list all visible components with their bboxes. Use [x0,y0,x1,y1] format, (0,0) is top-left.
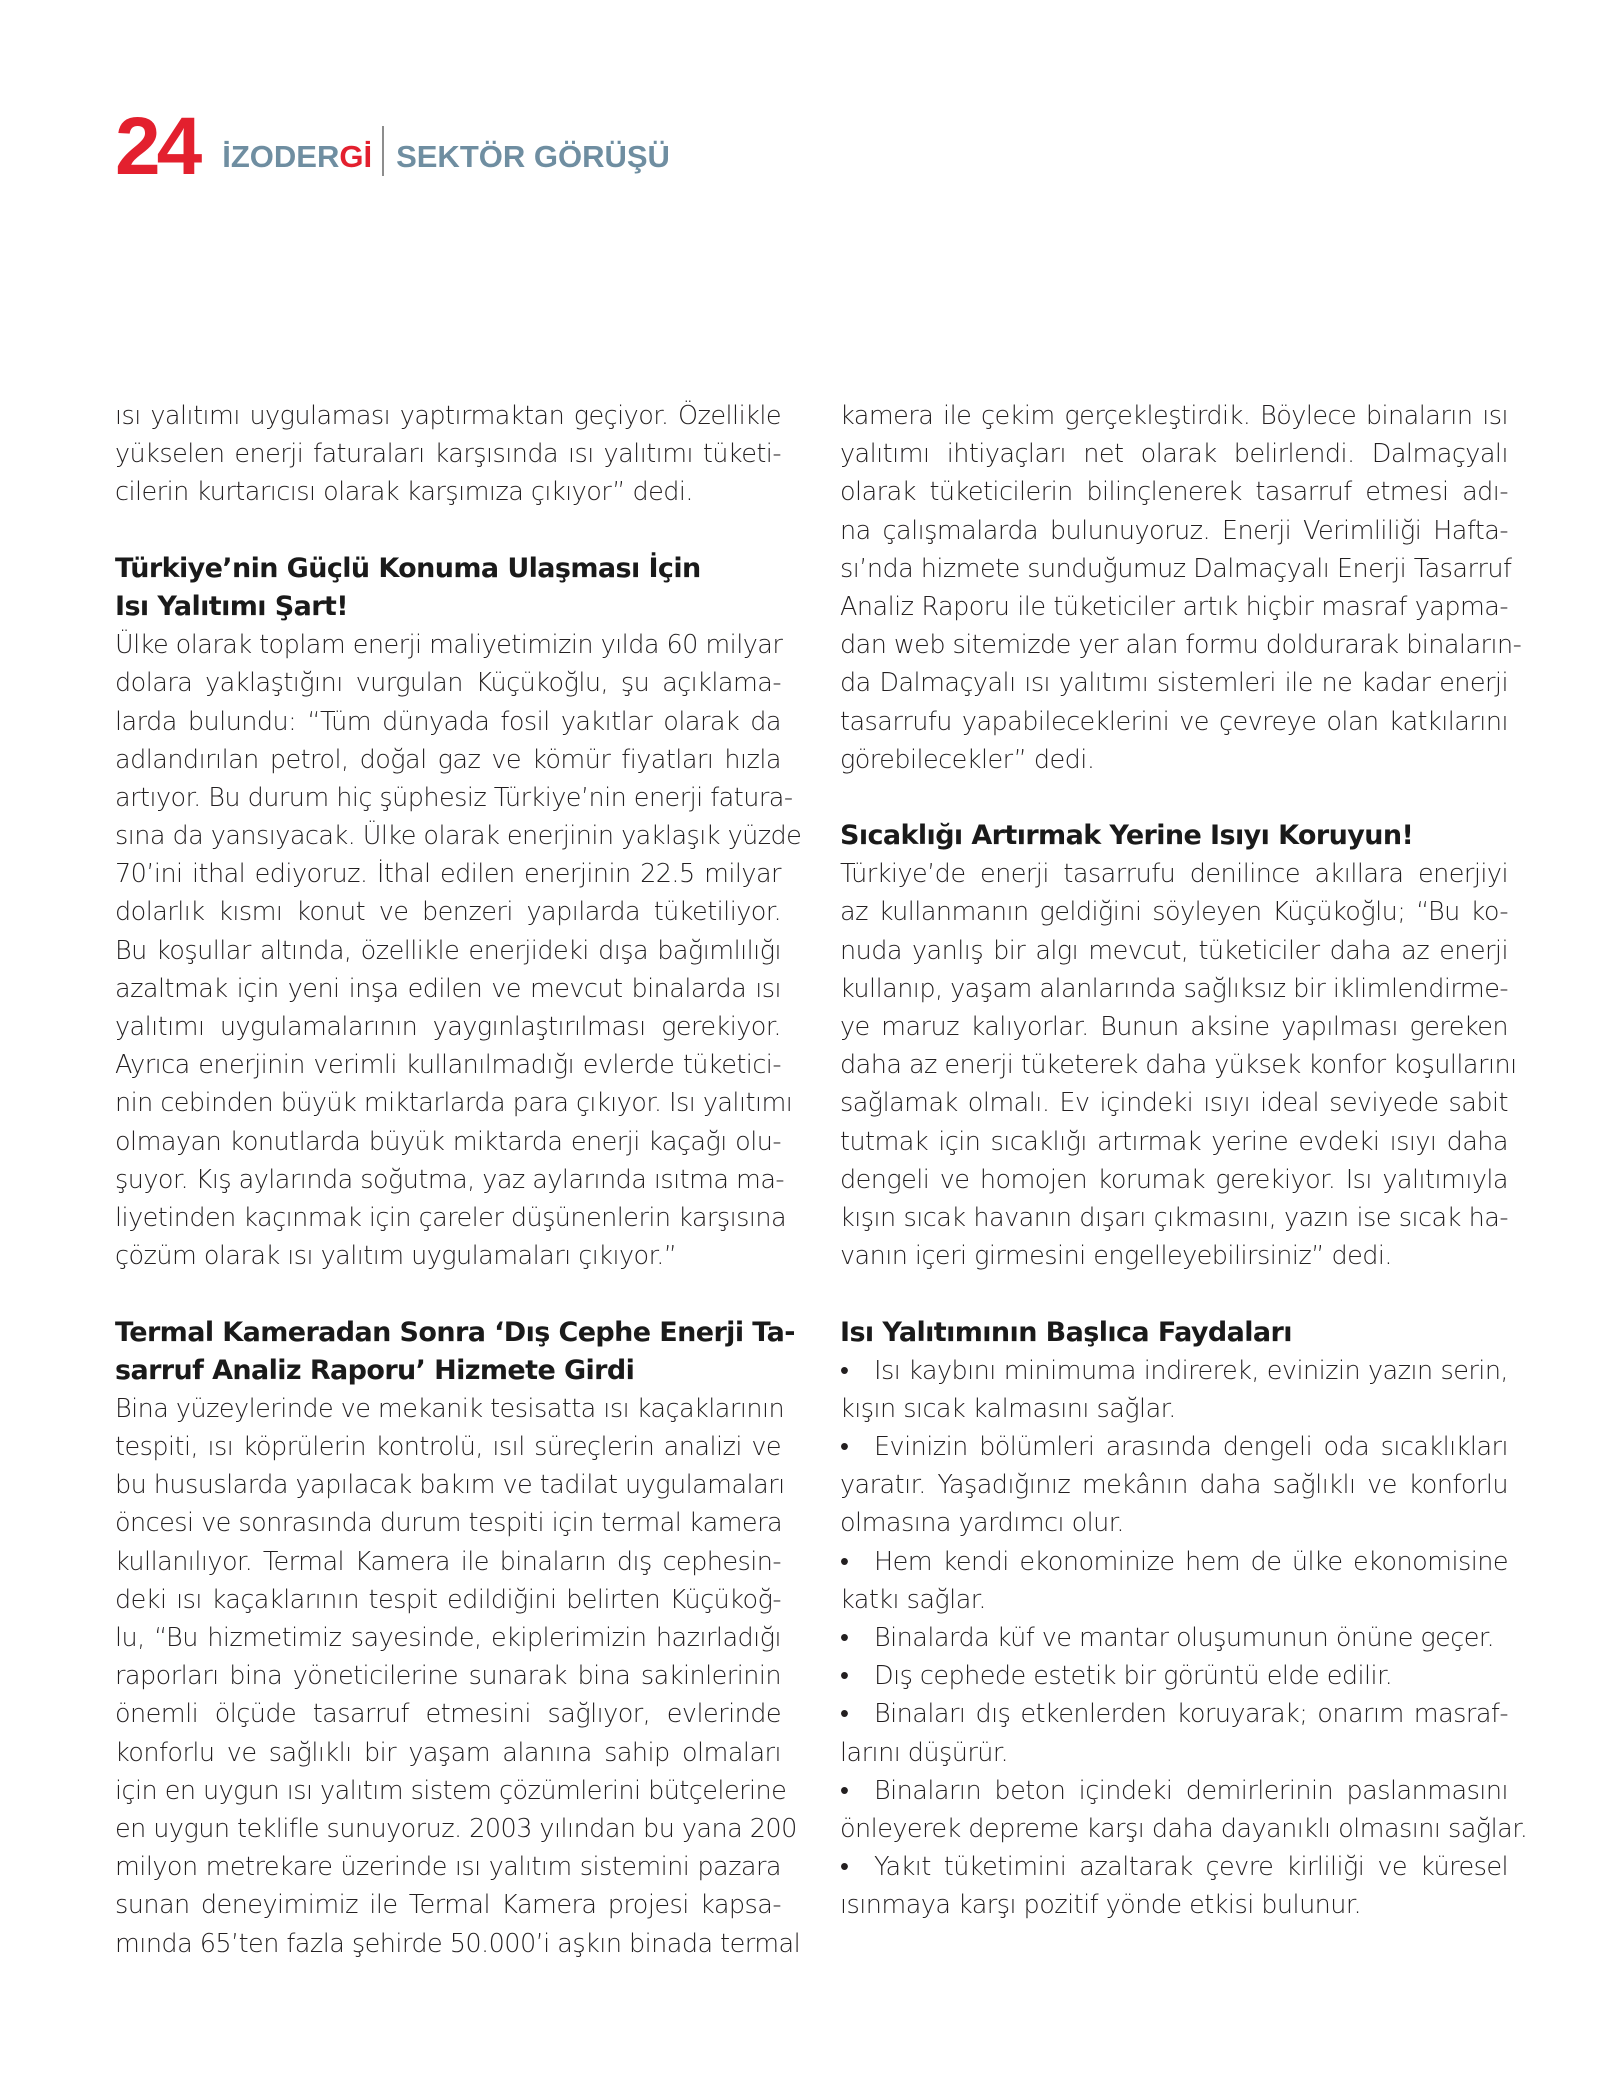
magazine-name-accent: Gİ [339,139,373,174]
magazine-name [222,141,372,178]
text-line: görebilecekler” dedi. [840,744,1095,775]
page-header [115,101,670,192]
right-column [840,397,1528,1925]
text-line: kullanıp, yaşam alanlarında sağlıksız bir iklimlendirme- [840,973,1508,1004]
benefit-continuation-line: ısınmaya karşı pozitif yönde etkisi bulunur. [840,1890,1362,1921]
benefit-item [840,1772,1528,1848]
text-line: cilerin kurtarıcısı olarak karşımıza çıkıyor” dedi. [115,477,693,508]
benefit-continuation-line: katkı sağlar. [840,1584,986,1615]
bullet-icon: • [840,1623,849,1653]
bullet-icon: • [840,1775,849,1806]
section-heading-termal-kamera [115,1314,795,1390]
benefit-item [840,1848,1508,1924]
text-line: daha az enerji tüketerek daha yüksek konfor koşullarını [840,1050,1517,1081]
text-line: vanın içeri girmesini engelleyebilirsiniz” dedi. [840,1241,1392,1272]
text-line: nuda yanlış bir algı mevcut, tüketiciler daha az enerji [840,935,1508,966]
benefit-continuation-line: larını düşürür. [840,1737,1009,1768]
text-line: yalıtımı uygulamalarının yaygınlaştırılması gerekiyor. [115,1012,781,1042]
heading-line: Türkiye’nin Güçlü Konuma Ulaşması İçin [115,552,701,584]
text-line: liyetinden kaçınmak için çareler düşünenlerin karşısına [115,1202,787,1233]
text-line: kullanılıyor. Termal Kamera ile binaların dış cephesin- [115,1546,781,1577]
text-line: larda bulundu: “Tüm dünyada fosil yakıtlar olarak da [115,706,781,737]
text-line: sı’nda hizmete sunduğumuz Dalmaçyalı Enerji Tasarruf [840,553,1512,584]
benefit-text: Binalarda küf ve mantar oluşumunun önüne geçer. [874,1623,1495,1653]
benefit-text: Isı kaybını minimuma indirerek, evinizin yazın serin, [874,1355,1508,1386]
text-line: olmayan konutlarda büyük miktarda enerji kaçağı olu- [115,1126,781,1157]
benefit-item [840,1619,1508,1657]
left-column [115,397,802,1963]
benefit-first-line [840,1772,1508,1810]
text-line: adlandırılan petrol, doğal gaz ve kömür fiyatları hızla [115,744,781,775]
paragraph-guclu-konum [115,626,802,1275]
text-line: Bu koşullar altında, özellikle enerjideki dışa bağımlılığı [115,935,781,966]
intro-paragraph [115,397,781,512]
continuation-paragraph [840,397,1522,779]
text-line: önemli ölçüde tasarruf etmesini sağlıyor, evlerinde [115,1699,781,1730]
benefit-text: Binaları dış etkenlerden koruyarak; onarım masraf- [874,1699,1508,1730]
bullet-icon: • [840,1661,849,1692]
bullet-icon: • [840,1699,849,1730]
section-title: SEKTÖR GÖRÜŞÜ [396,139,670,174]
section-heading-faydalar: Isı Yalıtımının Başlıca Faydaları [840,1316,1292,1348]
section-heading-isiyi-koruyun: Sıcaklığı Artırmak Yerine Isıyı Koruyun! [840,820,1414,852]
heading-line: sarruf Analiz Raporu’ Hizmete Girdi [115,1354,635,1386]
text-line: yalıtımı ihtiyaçları net olarak belirlendi. Dalmaçyalı [840,439,1508,470]
text-line: sunan deneyimimiz ile Termal Kamera projesi kapsa- [115,1890,781,1921]
header-divider [382,126,384,176]
text-line: artıyor. Bu durum hiç şüphesiz Türkiye’nin enerji fatura- [115,782,793,813]
text-line: konforlu ve sağlıklı bir yaşam alanına sahip olmaları [115,1737,781,1768]
text-line: milyon metrekare üzerinde ısı yalıtım sistemini pazara [115,1852,781,1883]
text-line: dengeli ve homojen korumak gerekiyor. Isı yalıtımıyla [840,1164,1508,1195]
text-line: raporları bina yöneticilerine sunarak bina sakinlerinin [115,1661,781,1692]
text-line: kışın sıcak havanın dışarı çıkmasını, yazın ise sıcak ha- [840,1202,1508,1233]
benefit-item [840,1695,1508,1771]
benefits-list [840,1352,1528,1925]
benefit-text: Evinizin bölümleri arasında dengeli oda sıcaklıkları [874,1432,1508,1463]
text-line: tutmak için sıcaklığı artırmak yerine evdeki ısıyı daha [840,1126,1508,1157]
heading-line: Isı Yalıtımı Şart! [115,590,348,622]
benefit-item [840,1428,1508,1543]
text-line: için en uygun ısı yalıtım sistem çözümlerini bütçelerine [115,1775,787,1806]
text-line: Analiz Raporu ile tüketiciler artık hiçbir masraf yapma- [840,591,1508,622]
benefit-continuation-line: olmasına yardımcı olur. [840,1508,1124,1539]
page-number: 24 [115,101,199,192]
benefit-continuation-line: önleyerek depreme karşı daha dayanıklı olmasını sağlar. [840,1813,1528,1844]
text-line: tespiti, ısı köprülerin kontrolü, ısıl süreçlerin analizi ve [115,1432,781,1463]
text-line: azaltmak için yeni inşa edilen ve mevcut binalarda ısı [115,973,781,1004]
bullet-icon: • [840,1355,849,1386]
text-line: çözüm olarak ısı yalıtım uygulamaları çıkıyor.” [115,1241,677,1272]
text-line: deki ısı kaçaklarının tespit edildiğini belirten Küçükoğ- [115,1584,781,1615]
text-line: öncesi ve sonrasında durum tespiti için termal kamera [115,1508,783,1539]
text-line: sına da yansıyacak. Ülke olarak enerjinin yaklaşık yüzde [115,821,802,852]
text-line: dolarlık kısmı konut ve benzeri yapılarda tüketiliyor. [115,897,781,928]
benefit-continuation-line: yaratır. Yaşadığınız mekânın daha sağlıklı ve konforlu [840,1470,1508,1501]
text-line: yükselen enerji faturaları karşısında ısı yalıtımı tüketi- [115,439,781,470]
section-heading-guclu-konum [115,550,781,626]
benefit-text: Hem kendi ekonominize hem de ülke ekonomisine [874,1546,1508,1577]
text-line: na çalışmalarda bulunuyoruz. Enerji Verimliliği Hafta- [840,515,1508,546]
magazine-name-main: İZODER [222,139,340,174]
text-line: Türkiye’de enerji tasarrufu denilince akıllara enerjiyi [840,859,1508,890]
benefit-first-line [840,1848,1508,1886]
text-line: Ülke olarak toplam enerji maliyetimizin yılda 60 milyar [115,630,783,661]
benefit-text: Binaların beton içindeki demirlerinin paslanmasını [874,1775,1508,1806]
paragraph-termal-kamera [115,1390,801,1963]
paragraph-isiyi-koruyun [840,855,1517,1275]
text-line: bu hususlarda yapılacak bakım ve tadilat uygulamaları [115,1470,785,1501]
benefit-first-line [840,1619,1508,1657]
benefit-first-line [840,1428,1508,1466]
text-line: 70’ini ithal ediyoruz. İthal edilen enerjinin 22.5 milyar [115,859,781,890]
benefit-item [840,1543,1508,1619]
benefit-text: Dış cephede estetik bir görüntü elde edilir. [874,1661,1393,1692]
text-line: Bina yüzeylerinde ve mekanik tesisatta ısı kaçaklarının [115,1393,785,1424]
benefit-item [840,1352,1508,1428]
text-line: olarak tüketicilerin bilinçlenerek tasarruf etmesi adı- [840,477,1508,508]
benefit-item [840,1657,1508,1695]
benefit-first-line [840,1695,1508,1733]
bullet-icon: • [840,1432,849,1463]
benefit-text: Yakıt tüketimini azaltarak çevre kirliliği ve küresel [874,1852,1508,1883]
text-line: şuyor. Kış aylarında soğutma, yaz aylarında ısıtma ma- [115,1164,785,1195]
text-line: kamera ile çekim gerçekleştirdik. Böylece binaların ısı [840,401,1508,431]
text-line: da Dalmaçyalı ısı yalıtımı sistemleri ile ne kadar enerji [840,668,1508,699]
text-line: en uygun teklifle sunuyoruz. 2003 yılından bu yana 200 [115,1813,797,1844]
text-line: dolara yaklaştığını vurgulan Küçükoğlu, şu açıklama- [115,668,781,699]
benefit-first-line [840,1543,1508,1581]
benefit-continuation-line: kışın sıcak kalmasını sağlar. [840,1393,1176,1424]
text-line: ye maruz kalıyorlar. Bunun aksine yapılması gereken [840,1012,1508,1042]
bullet-icon: • [840,1852,849,1883]
text-line: tasarrufu yapabileceklerini ve çevreye olan katkılarını [840,706,1508,737]
text-line: lu, “Bu hizmetimiz sayesinde, ekiplerimizin hazırladığı [115,1623,781,1653]
benefit-first-line [840,1657,1508,1695]
benefit-first-line [840,1352,1508,1390]
text-line: nin cebinden büyük miktarlarda para çıkıyor. Isı yalıtımı [115,1088,793,1119]
text-line: az kullanmanın geldiğini söyleyen Küçükoğlu; “Bu ko- [840,897,1508,928]
text-line: mında 65’ten fazla şehirde 50.000’i aşkın binada termal [115,1928,801,1959]
text-line: sağlamak olmalı. Ev içindeki ısıyı ideal seviyede sabit [840,1088,1508,1119]
text-line: Ayrıca enerjinin verimli kullanılmadığı evlerde tüketici- [115,1050,781,1081]
text-line: dan web sitemizde yer alan formu doldurarak binaların- [840,630,1522,661]
text-line: ısı yalıtımı uygulaması yaptırmaktan geçiyor. Özellikle [115,401,781,431]
heading-line: Termal Kameradan Sonra ‘Dış Cephe Enerji Ta- [115,1316,795,1348]
bullet-icon: • [840,1546,849,1577]
